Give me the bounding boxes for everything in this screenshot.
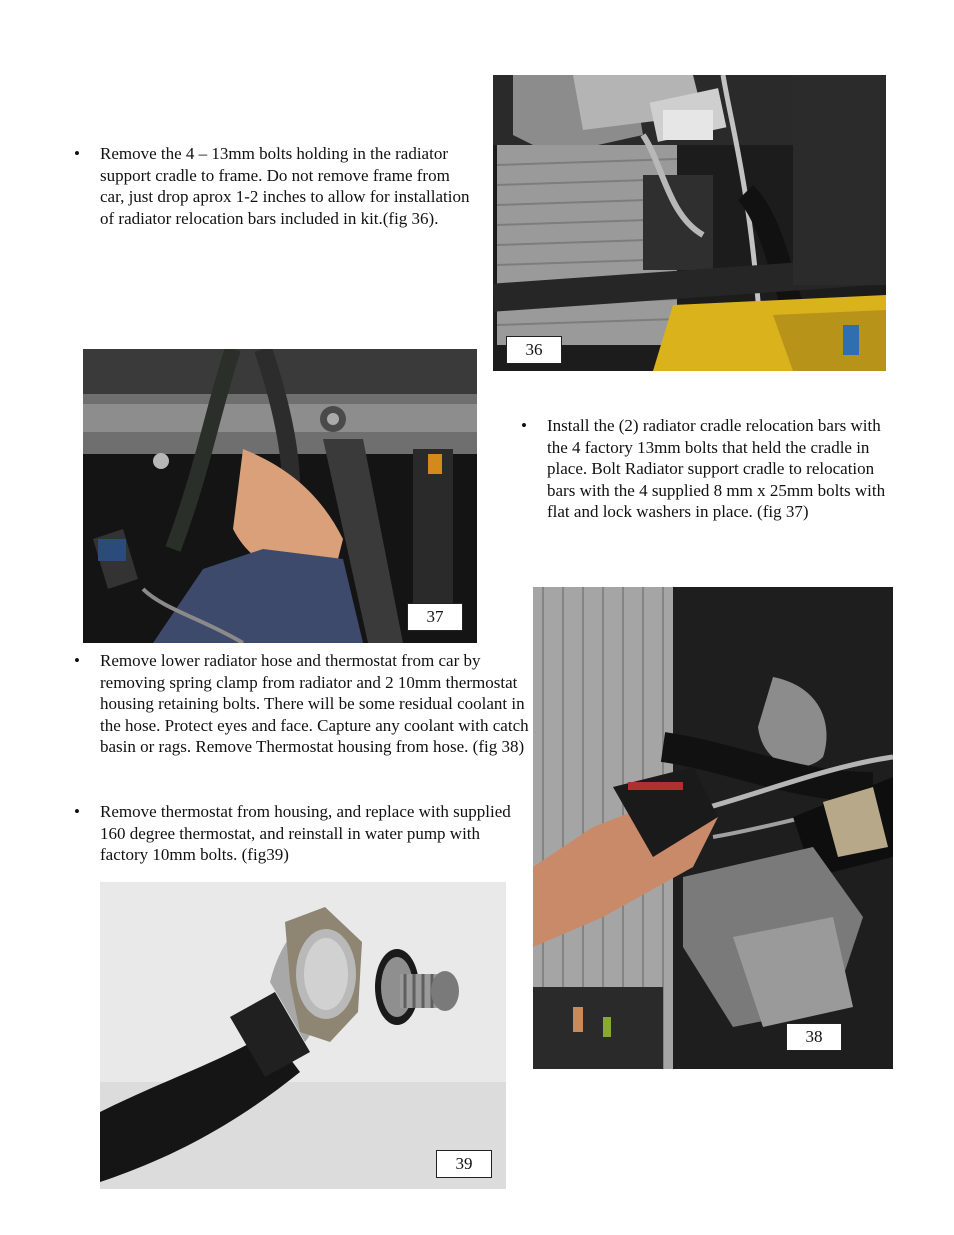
instruction-remove-cradle-bolts xyxy=(70,143,470,229)
bullet-marker: • xyxy=(521,416,527,435)
figure-37-label: 37 xyxy=(407,603,463,631)
radiator-cradle-photo xyxy=(493,75,886,371)
bullet-marker: • xyxy=(74,144,80,163)
bullet-marker: • xyxy=(74,651,80,670)
instruction-text: Remove the 4 – 13mm bolts holding in the radiator support cradle to frame. Do not remove frame from car, just drop aprox 1-2 inches to allow for installation of radiator relocation bars included in kit.(fig 36). xyxy=(100,144,470,228)
instruction-remove-lower-hose xyxy=(70,650,530,758)
figure-37-photo xyxy=(83,349,477,643)
relocation-bar-install-photo xyxy=(83,349,477,643)
instruction-replace-thermostat xyxy=(70,801,530,866)
figure-38-photo xyxy=(533,587,893,1069)
bullet-marker: • xyxy=(74,802,80,821)
instruction-text: Remove thermostat from housing, and replace with supplied 160 degree thermostat, and reinstall in water pump with factory 10mm bolts. (fig39) xyxy=(100,802,511,864)
figure-36-label: 36 xyxy=(506,336,562,364)
instruction-text: Remove lower radiator hose and thermostat from car by removing spring clamp from radiator and 2 10mm thermostat housing retaining bolts. There will be some residual coolant in the hose. Protect eyes and face. Capture any coolant with catch basin or rags. Remove Thermostat housing from hose. (fig 38) xyxy=(100,651,529,756)
thermostat-housing-photo xyxy=(100,882,506,1189)
figure-36-photo xyxy=(493,75,886,371)
figure-39-label: 39 xyxy=(436,1150,492,1178)
figure-39-photo xyxy=(100,882,506,1189)
instruction-text: Install the (2) radiator cradle relocation bars with the 4 factory 13mm bolts that held the cradle in place. Bolt Radiator support cradle to relocation bars with the 4 supplied 8 mm x 25mm bolts with flat and lock washers in place. (fig 37) xyxy=(547,416,886,521)
figure-38-label: 38 xyxy=(786,1023,842,1051)
instruction-install-relocation-bars xyxy=(517,415,897,523)
lower-hose-removal-photo xyxy=(533,587,893,1069)
